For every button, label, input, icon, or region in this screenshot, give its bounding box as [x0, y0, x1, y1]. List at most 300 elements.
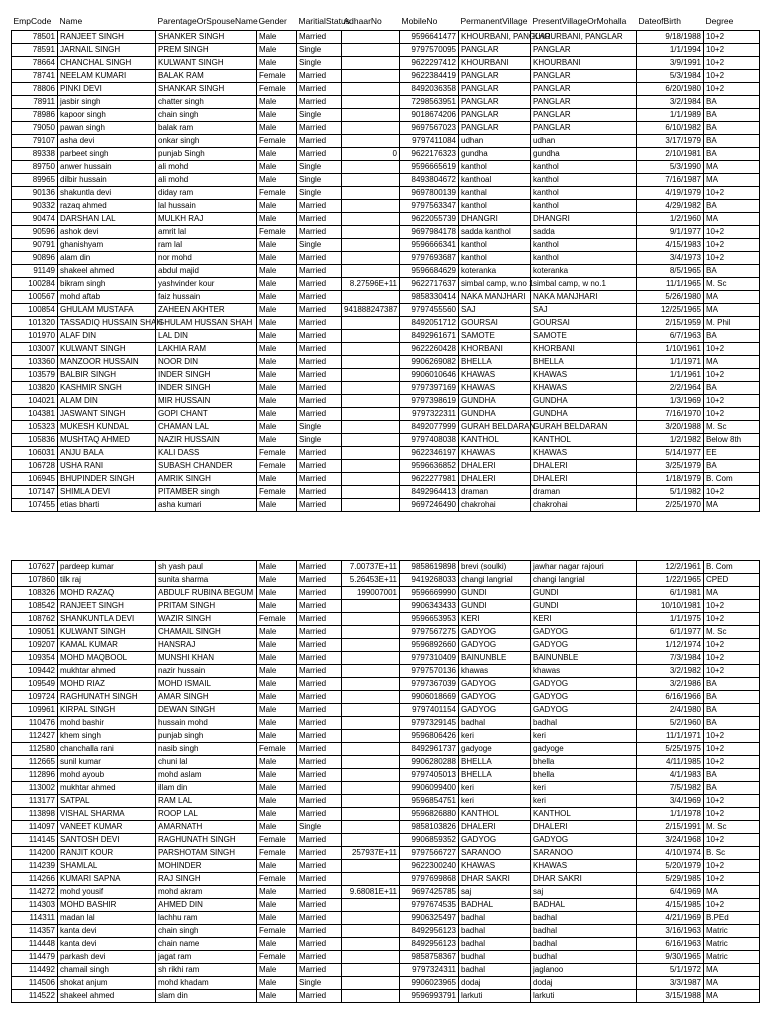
cell-gender[interactable]: Male [257, 31, 297, 44]
cell-present-village[interactable]: budhal [531, 951, 637, 964]
cell-emp-code[interactable]: 106728 [12, 460, 58, 473]
cell-mobile-no[interactable]: 9596636852 [400, 460, 459, 473]
cell-mobile-no[interactable]: 9622717637 [400, 278, 459, 291]
cell-name[interactable]: mukhtar ahmed [58, 782, 156, 795]
cell-date-of-birth[interactable]: 3/4/1973 [637, 252, 704, 265]
cell-mobile-no[interactable]: 9596892660 [400, 639, 459, 652]
cell-name[interactable]: VISHAL SHARMA [58, 808, 156, 821]
cell-degree[interactable]: 10+2 [704, 639, 760, 652]
cell-aadhaar-no[interactable] [342, 860, 400, 873]
cell-permanent-village[interactable]: badhal [459, 912, 531, 925]
cell-date-of-birth[interactable]: 6/16/1966 [637, 691, 704, 704]
cell-permanent-village[interactable]: larkuti [459, 990, 531, 1003]
cell-mobile-no[interactable]: 9797570136 [400, 665, 459, 678]
cell-gender[interactable]: Male [257, 356, 297, 369]
cell-permanent-village[interactable]: GURAH BELDARAN [459, 421, 531, 434]
cell-marital-status[interactable]: Married [297, 252, 342, 265]
cell-mobile-no[interactable]: 9906018669 [400, 691, 459, 704]
cell-name[interactable]: anwer hussain [58, 161, 156, 174]
cell-present-village[interactable]: BAINUNBLE [531, 652, 637, 665]
cell-marital-status[interactable]: Married [297, 395, 342, 408]
cell-degree[interactable]: Matric [704, 938, 760, 951]
cell-degree[interactable]: BA [704, 691, 760, 704]
cell-permanent-village[interactable]: PANGLAR [459, 109, 531, 122]
cell-permanent-village[interactable]: PANGLAR [459, 96, 531, 109]
cell-aadhaar-no[interactable] [342, 925, 400, 938]
cell-name[interactable]: JASWANT SINGH [58, 408, 156, 421]
cell-marital-status[interactable]: Married [297, 135, 342, 148]
cell-degree[interactable]: 10+2 [704, 873, 760, 886]
cell-gender[interactable]: Male [257, 652, 297, 665]
cell-emp-code[interactable]: 105836 [12, 434, 58, 447]
cell-permanent-village[interactable]: BAINUNBLE [459, 652, 531, 665]
cell-aadhaar-no[interactable] [342, 704, 400, 717]
cell-permanent-village[interactable]: kanthol [459, 200, 531, 213]
cell-aadhaar-no[interactable] [342, 473, 400, 486]
cell-mobile-no[interactable]: 9622300240 [400, 860, 459, 873]
cell-emp-code[interactable]: 109724 [12, 691, 58, 704]
cell-gender[interactable]: Male [257, 265, 297, 278]
cell-mobile-no[interactable]: 9797566727 [400, 847, 459, 860]
cell-date-of-birth[interactable]: 7/16/1987 [637, 174, 704, 187]
cell-permanent-village[interactable]: KHAWAS [459, 382, 531, 395]
cell-aadhaar-no[interactable] [342, 330, 400, 343]
cell-aadhaar-no[interactable] [342, 769, 400, 782]
cell-present-village[interactable]: GADYOG [531, 834, 637, 847]
cell-parentage[interactable]: balak ram [156, 122, 257, 135]
cell-marital-status[interactable]: Married [297, 704, 342, 717]
cell-degree[interactable]: EE [704, 447, 760, 460]
cell-mobile-no[interactable]: 9596669990 [400, 587, 459, 600]
cell-marital-status[interactable]: Single [297, 109, 342, 122]
cell-date-of-birth[interactable]: 11/1/1965 [637, 278, 704, 291]
cell-emp-code[interactable]: 90791 [12, 239, 58, 252]
cell-degree[interactable]: 10+2 [704, 743, 760, 756]
cell-degree[interactable]: BA [704, 460, 760, 473]
cell-emp-code[interactable]: 112427 [12, 730, 58, 743]
cell-date-of-birth[interactable]: 5/20/1979 [637, 860, 704, 873]
cell-marital-status[interactable]: Single [297, 821, 342, 834]
cell-aadhaar-no[interactable] [342, 317, 400, 330]
cell-permanent-village[interactable]: PANGLAR [459, 44, 531, 57]
cell-mobile-no[interactable]: 9419268033 [400, 574, 459, 587]
cell-permanent-village[interactable]: GADYOG [459, 626, 531, 639]
cell-present-village[interactable]: keri [531, 730, 637, 743]
cell-degree[interactable]: 10+2 [704, 252, 760, 265]
cell-permanent-village[interactable]: budhal [459, 951, 531, 964]
cell-permanent-village[interactable]: udhan [459, 135, 531, 148]
cell-emp-code[interactable]: 90474 [12, 213, 58, 226]
cell-gender[interactable]: Male [257, 57, 297, 70]
cell-permanent-village[interactable]: KHAWAS [459, 369, 531, 382]
cell-parentage[interactable]: CHAMAN LAL [156, 421, 257, 434]
cell-mobile-no[interactable]: 8492964413 [400, 486, 459, 499]
cell-emp-code[interactable]: 78664 [12, 57, 58, 70]
cell-aadhaar-no[interactable] [342, 434, 400, 447]
cell-present-village[interactable]: jawhar nagar rajouri [531, 561, 637, 574]
cell-mobile-no[interactable]: 9797322311 [400, 408, 459, 421]
header-degree[interactable]: Degree [705, 16, 734, 26]
cell-aadhaar-no[interactable] [342, 135, 400, 148]
cell-mobile-no[interactable]: 9906269082 [400, 356, 459, 369]
cell-permanent-village[interactable]: GOURSAI [459, 317, 531, 330]
cell-parentage[interactable]: KULWANT SINGH [156, 57, 257, 70]
cell-marital-status[interactable]: Married [297, 382, 342, 395]
cell-mobile-no[interactable]: 9622346197 [400, 447, 459, 460]
header-permanent-village[interactable]: PermanentVillage [460, 16, 528, 26]
cell-gender[interactable]: Male [257, 122, 297, 135]
cell-gender[interactable]: Male [257, 304, 297, 317]
cell-aadhaar-no[interactable] [342, 109, 400, 122]
cell-parentage[interactable]: abdul majid [156, 265, 257, 278]
cell-marital-status[interactable]: Married [297, 499, 342, 512]
header-aadhaar-no[interactable]: AdhaarNo [343, 16, 382, 26]
cell-degree[interactable]: M. Sc [704, 278, 760, 291]
cell-name[interactable]: KASHMIR SNGH [58, 382, 156, 395]
cell-aadhaar-no[interactable] [342, 899, 400, 912]
cell-marital-status[interactable]: Married [297, 873, 342, 886]
cell-mobile-no[interactable]: 9797674535 [400, 899, 459, 912]
cell-present-village[interactable]: SAMOTE [531, 330, 637, 343]
cell-permanent-village[interactable]: SAMOTE [459, 330, 531, 343]
cell-name[interactable]: RANJEET SINGH [58, 600, 156, 613]
cell-gender[interactable]: Male [257, 200, 297, 213]
cell-permanent-village[interactable]: DHALERI [459, 473, 531, 486]
cell-marital-status[interactable]: Married [297, 717, 342, 730]
cell-name[interactable]: asha devi [58, 135, 156, 148]
cell-aadhaar-no[interactable] [342, 486, 400, 499]
cell-present-village[interactable]: simbal camp, w no.1 [531, 278, 637, 291]
cell-marital-status[interactable]: Married [297, 473, 342, 486]
cell-name[interactable]: ALAF DIN [58, 330, 156, 343]
cell-parentage[interactable]: LAL DIN [156, 330, 257, 343]
cell-date-of-birth[interactable]: 1/12/1974 [637, 639, 704, 652]
cell-date-of-birth[interactable]: 5/3/1990 [637, 161, 704, 174]
cell-emp-code[interactable]: 114266 [12, 873, 58, 886]
cell-name[interactable]: ashok devi [58, 226, 156, 239]
cell-name[interactable]: KULWANT SINGH [58, 626, 156, 639]
cell-aadhaar-no[interactable] [342, 122, 400, 135]
cell-name[interactable]: mohd aftab [58, 291, 156, 304]
cell-degree[interactable]: BA [704, 109, 760, 122]
cell-present-village[interactable]: PANGLAR [531, 109, 637, 122]
cell-emp-code[interactable]: 79050 [12, 122, 58, 135]
cell-marital-status[interactable]: Married [297, 808, 342, 821]
cell-emp-code[interactable]: 114311 [12, 912, 58, 925]
cell-parentage[interactable]: WAZIR SINGH [156, 613, 257, 626]
cell-mobile-no[interactable]: 8492077999 [400, 421, 459, 434]
cell-name[interactable]: mohd bashir [58, 717, 156, 730]
cell-mobile-no[interactable]: 9697425785 [400, 886, 459, 899]
cell-gender[interactable]: Male [257, 252, 297, 265]
header-date-of-birth[interactable]: DateofBirth [638, 16, 682, 26]
cell-aadhaar-no[interactable] [342, 226, 400, 239]
cell-degree[interactable]: 10+2 [704, 239, 760, 252]
cell-permanent-village[interactable]: gadyoge [459, 743, 531, 756]
cell-name[interactable]: VANEET KUMAR [58, 821, 156, 834]
cell-aadhaar-no[interactable] [342, 57, 400, 70]
cell-parentage[interactable]: MULKH RAJ [156, 213, 257, 226]
cell-present-village[interactable]: draman [531, 486, 637, 499]
cell-gender[interactable]: Female [257, 847, 297, 860]
cell-permanent-village[interactable]: BADHAL [459, 899, 531, 912]
cell-degree[interactable]: 10+2 [704, 756, 760, 769]
cell-parentage[interactable]: HANSRAJ [156, 639, 257, 652]
cell-aadhaar-no[interactable] [342, 44, 400, 57]
cell-parentage[interactable]: ram lal [156, 239, 257, 252]
cell-degree[interactable]: 10+2 [704, 808, 760, 821]
cell-permanent-village[interactable]: KANTHOL [459, 808, 531, 821]
cell-gender[interactable]: Male [257, 317, 297, 330]
cell-aadhaar-no[interactable] [342, 421, 400, 434]
cell-marital-status[interactable]: Married [297, 782, 342, 795]
cell-aadhaar-no[interactable] [342, 460, 400, 473]
cell-name[interactable]: MOHD BASHIR [58, 899, 156, 912]
cell-date-of-birth[interactable]: 4/1/1983 [637, 769, 704, 782]
cell-degree[interactable]: Below 8th [704, 434, 760, 447]
cell-emp-code[interactable]: 101970 [12, 330, 58, 343]
cell-permanent-village[interactable]: kanthol [459, 252, 531, 265]
cell-marital-status[interactable]: Married [297, 847, 342, 860]
cell-mobile-no[interactable]: 9596826880 [400, 808, 459, 821]
cell-name[interactable]: dilbir hussain [58, 174, 156, 187]
cell-gender[interactable]: Male [257, 990, 297, 1003]
cell-aadhaar-no[interactable] [342, 756, 400, 769]
cell-marital-status[interactable]: Married [297, 291, 342, 304]
cell-gender[interactable]: Female [257, 743, 297, 756]
cell-gender[interactable]: Male [257, 109, 297, 122]
cell-date-of-birth[interactable]: 3/20/1988 [637, 421, 704, 434]
cell-gender[interactable]: Male [257, 395, 297, 408]
cell-present-village[interactable]: GUNDHA [531, 395, 637, 408]
cell-aadhaar-no[interactable] [342, 174, 400, 187]
cell-marital-status[interactable]: Married [297, 369, 342, 382]
cell-parentage[interactable]: PARSHOTAM SINGH [156, 847, 257, 860]
cell-name[interactable]: SHIMLA DEVI [58, 486, 156, 499]
cell-marital-status[interactable]: Married [297, 860, 342, 873]
cell-aadhaar-no[interactable]: 0 [342, 148, 400, 161]
cell-aadhaar-no[interactable] [342, 808, 400, 821]
cell-emp-code[interactable]: 78591 [12, 44, 58, 57]
cell-present-village[interactable]: NAKA MANJHARI [531, 291, 637, 304]
cell-degree[interactable]: MA [704, 304, 760, 317]
cell-present-village[interactable]: larkuti [531, 990, 637, 1003]
cell-date-of-birth[interactable]: 1/1/1975 [637, 613, 704, 626]
cell-marital-status[interactable]: Married [297, 613, 342, 626]
cell-parentage[interactable]: ali mohd [156, 161, 257, 174]
cell-gender[interactable]: Female [257, 447, 297, 460]
cell-name[interactable]: bikram singh [58, 278, 156, 291]
cell-marital-status[interactable]: Single [297, 434, 342, 447]
cell-date-of-birth[interactable]: 3/9/1991 [637, 57, 704, 70]
cell-mobile-no[interactable]: 9797310409 [400, 652, 459, 665]
cell-degree[interactable]: 10+2 [704, 899, 760, 912]
cell-parentage[interactable]: ABDULF RUBINA BEGUM [156, 587, 257, 600]
cell-mobile-no[interactable]: 9622260428 [400, 343, 459, 356]
cell-permanent-village[interactable]: GADYOG [459, 704, 531, 717]
cell-degree[interactable]: MA [704, 977, 760, 990]
cell-present-village[interactable]: GADYOG [531, 626, 637, 639]
cell-parentage[interactable]: PITAMBER singh [156, 486, 257, 499]
header-emp-code[interactable]: EmpCode [13, 16, 52, 26]
cell-name[interactable]: MOHD MAQBOOL [58, 652, 156, 665]
cell-present-village[interactable]: PANGLAR [531, 70, 637, 83]
cell-gender[interactable]: Male [257, 382, 297, 395]
cell-parentage[interactable]: DEWAN SINGH [156, 704, 257, 717]
cell-mobile-no[interactable]: 9797401154 [400, 704, 459, 717]
cell-degree[interactable]: BA [704, 265, 760, 278]
cell-mobile-no[interactable]: 7298563951 [400, 96, 459, 109]
cell-marital-status[interactable]: Married [297, 265, 342, 278]
cell-emp-code[interactable]: 114357 [12, 925, 58, 938]
cell-emp-code[interactable]: 89338 [12, 148, 58, 161]
cell-permanent-village[interactable]: keri [459, 730, 531, 743]
cell-mobile-no[interactable]: 9596653953 [400, 613, 459, 626]
cell-parentage[interactable]: diday ram [156, 187, 257, 200]
cell-parentage[interactable]: jagat ram [156, 951, 257, 964]
cell-mobile-no[interactable]: 9797324311 [400, 964, 459, 977]
cell-name[interactable]: DARSHAN LAL [58, 213, 156, 226]
cell-date-of-birth[interactable]: 2/4/1980 [637, 704, 704, 717]
cell-gender[interactable]: Male [257, 44, 297, 57]
cell-emp-code[interactable]: 113177 [12, 795, 58, 808]
cell-mobile-no[interactable]: 9596684629 [400, 265, 459, 278]
cell-permanent-village[interactable]: DHALERI [459, 821, 531, 834]
cell-degree[interactable]: MA [704, 356, 760, 369]
cell-present-village[interactable]: koteranka [531, 265, 637, 278]
cell-present-village[interactable]: saj [531, 886, 637, 899]
cell-aadhaar-no[interactable] [342, 938, 400, 951]
cell-permanent-village[interactable]: KHAWAS [459, 447, 531, 460]
cell-date-of-birth[interactable]: 4/19/1979 [637, 187, 704, 200]
cell-emp-code[interactable]: 103007 [12, 343, 58, 356]
cell-present-village[interactable]: GADYOG [531, 639, 637, 652]
cell-permanent-village[interactable]: GUNDI [459, 587, 531, 600]
cell-mobile-no[interactable]: 9622384419 [400, 70, 459, 83]
cell-aadhaar-no[interactable] [342, 964, 400, 977]
cell-aadhaar-no[interactable] [342, 977, 400, 990]
cell-mobile-no[interactable]: 9797693687 [400, 252, 459, 265]
cell-aadhaar-no[interactable] [342, 96, 400, 109]
cell-present-village[interactable]: gadyoge [531, 743, 637, 756]
cell-present-village[interactable]: GUNDHA [531, 408, 637, 421]
cell-aadhaar-no[interactable] [342, 291, 400, 304]
cell-present-village[interactable]: kanthol [531, 252, 637, 265]
cell-date-of-birth[interactable]: 7/5/1982 [637, 782, 704, 795]
cell-present-village[interactable]: badhal [531, 912, 637, 925]
cell-name[interactable]: BALBIR SINGH [58, 369, 156, 382]
cell-present-village[interactable]: GADYOG [531, 691, 637, 704]
cell-date-of-birth[interactable]: 1/1/1989 [637, 109, 704, 122]
cell-name[interactable]: pawan singh [58, 122, 156, 135]
cell-emp-code[interactable]: 114492 [12, 964, 58, 977]
cell-present-village[interactable]: GADYOG [531, 704, 637, 717]
cell-gender[interactable]: Male [257, 343, 297, 356]
cell-gender[interactable]: Male [257, 964, 297, 977]
cell-date-of-birth[interactable]: 12/2/1961 [637, 561, 704, 574]
cell-gender[interactable]: Male [257, 717, 297, 730]
cell-parentage[interactable]: NOOR DIN [156, 356, 257, 369]
cell-emp-code[interactable]: 114303 [12, 899, 58, 912]
cell-present-village[interactable]: KHOURBANI, PANGLAR [531, 31, 637, 44]
cell-marital-status[interactable]: Single [297, 44, 342, 57]
header-mobile-no[interactable]: MobileNo [401, 16, 438, 26]
cell-degree[interactable]: M. Sc [704, 626, 760, 639]
cell-date-of-birth[interactable]: 6/20/1980 [637, 83, 704, 96]
cell-gender[interactable]: Male [257, 821, 297, 834]
cell-name[interactable]: shakeel ahmed [58, 990, 156, 1003]
cell-gender[interactable]: Male [257, 782, 297, 795]
cell-degree[interactable]: 10+2 [704, 44, 760, 57]
cell-mobile-no[interactable]: 8492961671 [400, 330, 459, 343]
cell-name[interactable]: shakuntla devi [58, 187, 156, 200]
cell-degree[interactable]: BA [704, 717, 760, 730]
cell-aadhaar-no[interactable] [342, 70, 400, 83]
cell-permanent-village[interactable]: draman [459, 486, 531, 499]
cell-aadhaar-no[interactable] [342, 382, 400, 395]
cell-marital-status[interactable]: Married [297, 925, 342, 938]
cell-permanent-village[interactable]: GADYOG [459, 639, 531, 652]
cell-name[interactable]: KULWANT SINGH [58, 343, 156, 356]
cell-mobile-no[interactable]: 9906280288 [400, 756, 459, 769]
cell-present-village[interactable]: DHALERI [531, 821, 637, 834]
cell-aadhaar-no[interactable]: 5.26453E+11 [342, 574, 400, 587]
cell-name[interactable]: ghanishyam [58, 239, 156, 252]
cell-mobile-no[interactable]: 9906010646 [400, 369, 459, 382]
cell-aadhaar-no[interactable] [342, 600, 400, 613]
cell-marital-status[interactable]: Married [297, 652, 342, 665]
cell-name[interactable]: RAGHUNATH SINGH [58, 691, 156, 704]
cell-present-village[interactable]: DHALERI [531, 460, 637, 473]
cell-mobile-no[interactable]: 9797329145 [400, 717, 459, 730]
cell-gender[interactable]: Male [257, 704, 297, 717]
cell-name[interactable]: razaq ahmed [58, 200, 156, 213]
cell-gender[interactable]: Male [257, 369, 297, 382]
cell-date-of-birth[interactable]: 9/1/1977 [637, 226, 704, 239]
cell-parentage[interactable]: punjab singh [156, 730, 257, 743]
cell-name[interactable]: PINKI DEVI [58, 83, 156, 96]
cell-emp-code[interactable]: 113002 [12, 782, 58, 795]
cell-mobile-no[interactable]: 9622277981 [400, 473, 459, 486]
cell-parentage[interactable]: RAJ SINGH [156, 873, 257, 886]
cell-mobile-no[interactable]: 9906023965 [400, 977, 459, 990]
cell-marital-status[interactable]: Married [297, 148, 342, 161]
cell-present-village[interactable]: SARANOO [531, 847, 637, 860]
cell-present-village[interactable]: BHELLA [531, 356, 637, 369]
cell-name[interactable]: MUSHTAQ AHMED [58, 434, 156, 447]
cell-parentage[interactable]: BALAK RAM [156, 70, 257, 83]
cell-mobile-no[interactable]: 9797397169 [400, 382, 459, 395]
cell-aadhaar-no[interactable] [342, 408, 400, 421]
cell-gender[interactable]: Male [257, 291, 297, 304]
cell-name[interactable]: parbeet singh [58, 148, 156, 161]
cell-emp-code[interactable]: 101320 [12, 317, 58, 330]
cell-marital-status[interactable]: Married [297, 964, 342, 977]
cell-date-of-birth[interactable]: 1/1/1971 [637, 356, 704, 369]
cell-date-of-birth[interactable]: 3/15/1988 [637, 990, 704, 1003]
cell-gender[interactable]: Male [257, 148, 297, 161]
cell-name[interactable]: khem singh [58, 730, 156, 743]
cell-parentage[interactable]: sh rikhi ram [156, 964, 257, 977]
cell-present-village[interactable]: kanthol [531, 200, 637, 213]
cell-mobile-no[interactable]: 9797411084 [400, 135, 459, 148]
cell-degree[interactable]: 10+2 [704, 730, 760, 743]
cell-permanent-village[interactable]: badhal [459, 964, 531, 977]
cell-emp-code[interactable]: 78806 [12, 83, 58, 96]
cell-aadhaar-no[interactable] [342, 213, 400, 226]
cell-marital-status[interactable]: Married [297, 356, 342, 369]
cell-mobile-no[interactable]: 9797699868 [400, 873, 459, 886]
